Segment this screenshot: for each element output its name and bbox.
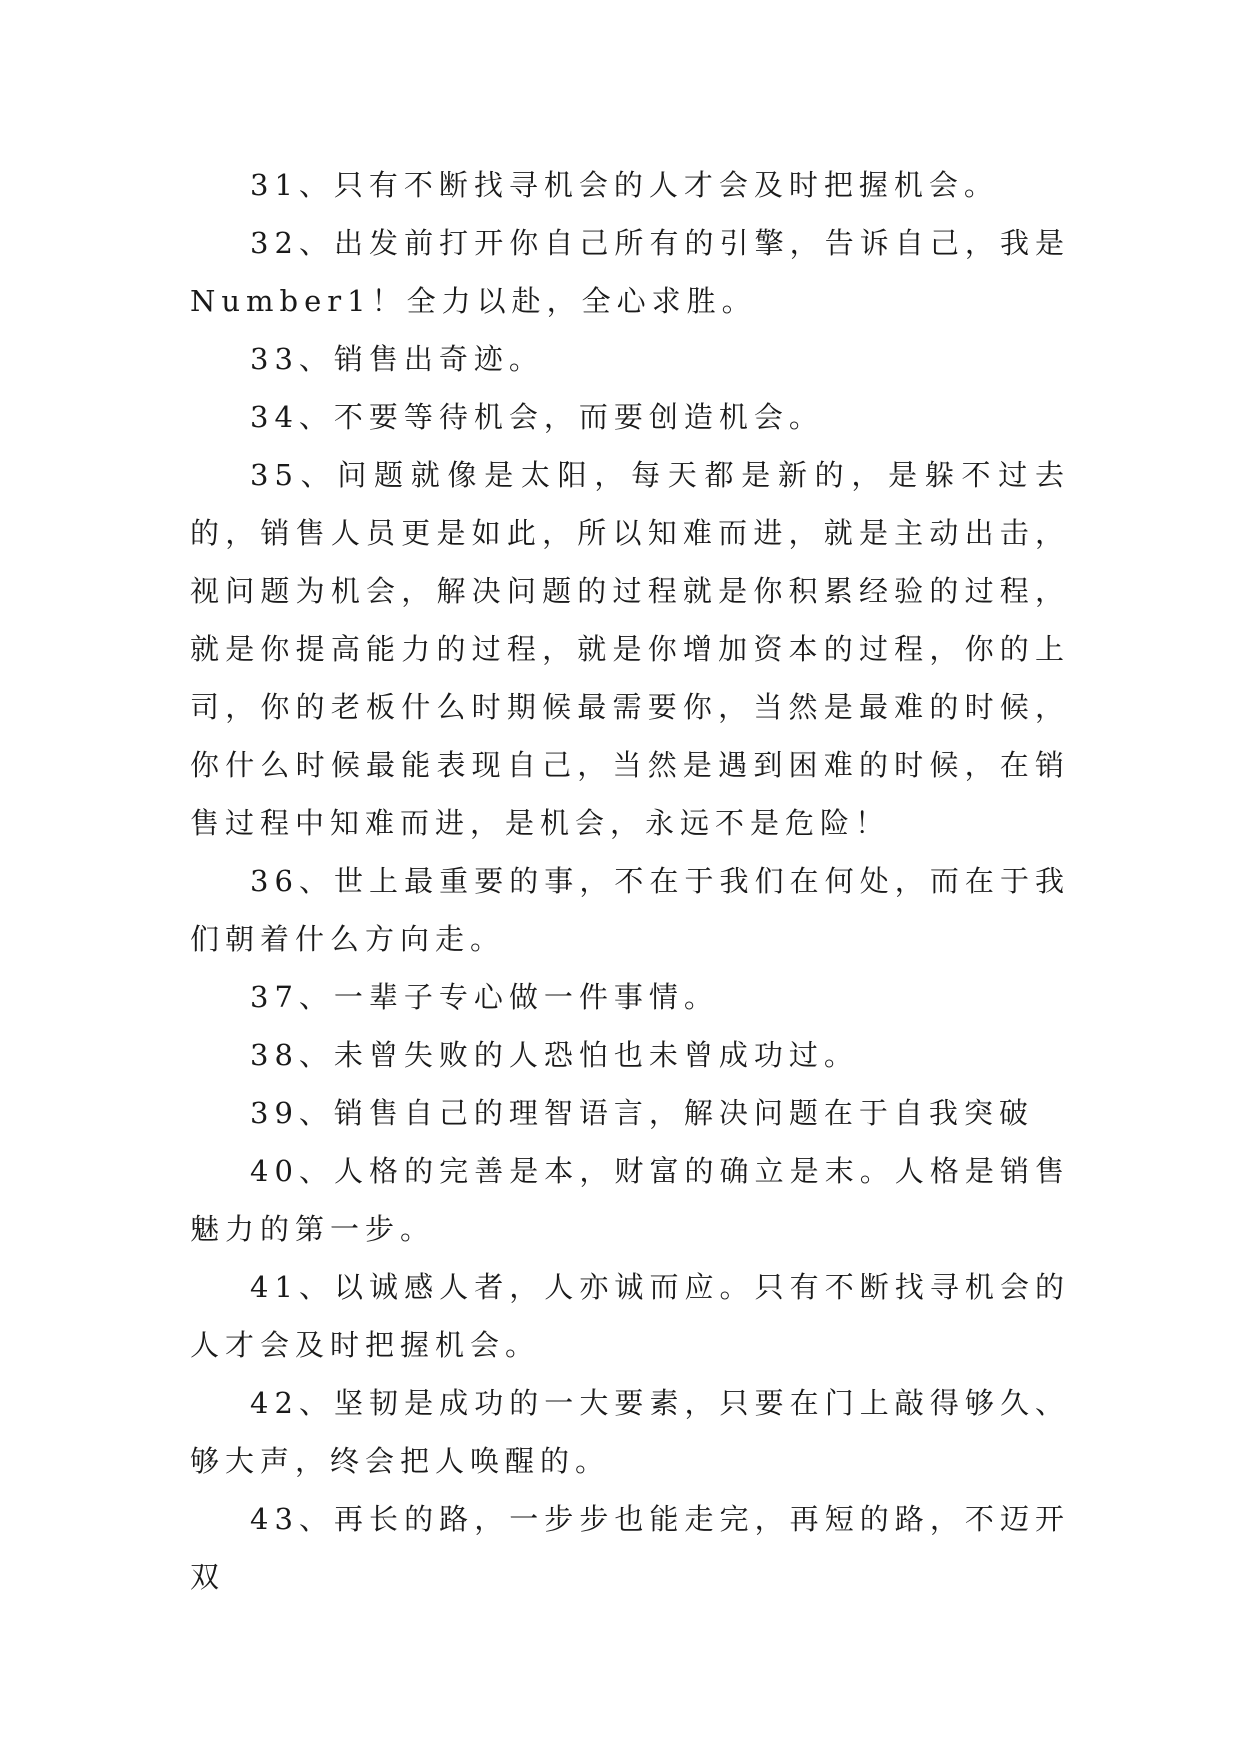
paragraph-38: 38、未曾失败的人恐怕也未曾成功过。	[250, 1038, 859, 1072]
paragraph-36: 36、世上最重要的事，不在于我们在何处，而在于我们朝着什么方向走。	[190, 864, 1070, 956]
paragraph-33: 33、销售出奇迹。	[250, 342, 544, 376]
document-body	[190, 156, 1070, 1606]
paragraph-32: 32、出发前打开你自己所有的引擎，告诉自己，我是Number1！全力以赴，全心求胜。	[190, 226, 1070, 318]
paragraph-35: 35、问题就像是太阳，每天都是新的，是躲不过去的，销售人员更是如此，所以知难而进，就是主动出击，视问题为机会，解决问题的过程就是你积累经验的过程，就是你提高能力的过程，就是你增加资本的过程，你的上司，你的老板什么时期候最需要你，当然是最难的时候，你什么时候最能表现自己，当然是遇到困难的时候，在销售过程中知难而进，是机会，永远不是危险！	[190, 458, 1070, 840]
paragraph-41: 41、以诚感人者，人亦诚而应。只有不断找寻机会的人才会及时把握机会。	[190, 1270, 1070, 1362]
paragraph-34: 34、不要等待机会，而要创造机会。	[250, 400, 824, 434]
paragraph-42: 42、坚韧是成功的一大要素，只要在门上敲得够久、够大声，终会把人唤醒的。	[190, 1386, 1070, 1478]
paragraph-39: 39、销售自己的理智语言，解决问题在于自我突破	[250, 1096, 1034, 1130]
paragraph-43: 43、再长的路，一步步也能走完，再短的路，不迈开双	[190, 1502, 1070, 1594]
paragraph-37: 37、一辈子专心做一件事情。	[250, 980, 719, 1014]
paragraph-40: 40、人格的完善是本，财富的确立是末。人格是销售魅力的第一步。	[190, 1154, 1070, 1246]
paragraph-31: 31、只有不断找寻机会的人才会及时把握机会。	[250, 168, 999, 202]
